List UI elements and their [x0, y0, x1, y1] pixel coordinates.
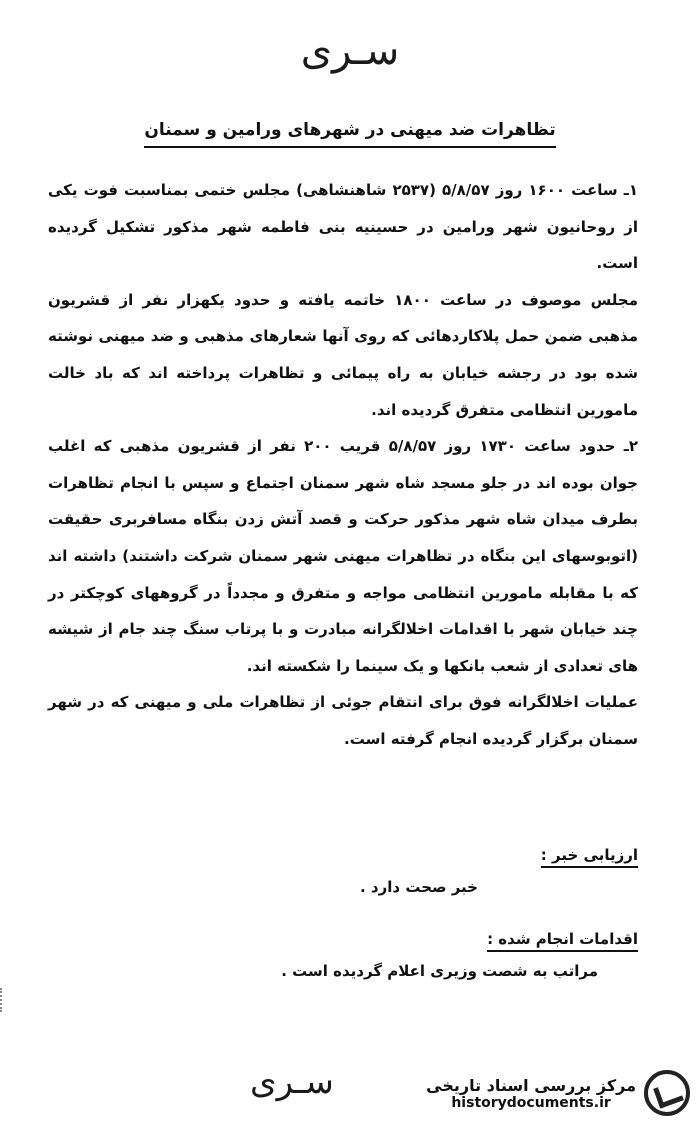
paragraph-2: مجلس موصوف در ساعت ۱۸۰۰ خاتمه یافته و حدود یکهزار نفر از قشریون مذهبی ضمن حمل پلاکاردهائی که روی آنها شعارهای مذهبی و ضد میهنی نوشته شده بود در رجشه خیابان به راه پیمائی و تظاهرات پرداخته اند که باد خالت مامورین انتظامی متفرق گردیده اند. — [48, 290, 638, 419]
archive-logo-icon — [644, 1070, 690, 1116]
actions-value: مراتب به شصت وزیری اعلام گردیده است . — [281, 962, 598, 980]
actions-section — [78, 930, 638, 980]
evaluation-section — [78, 846, 638, 896]
document-body — [48, 172, 638, 758]
archive-url: historydocuments.ir — [451, 1094, 611, 1111]
watermark-text — [426, 1076, 636, 1111]
classification-stamp-bottom: سـری — [250, 1062, 334, 1102]
paragraph-3: ۲ـ حدود ساعت ۱۷۳۰ روز ۵/۸/۵۷ قریب ۲۰۰ نفر از قشریون مذهبی که اغلب جوان بوده اند در جلو مسجد شاه شهر سمنان اجتماع و سپس با انجام تظاهرات بطرف میدان شاه شهر مذکور حرکت و قصد آتش زدن بنگاه مسافربری حقیقت (اتوبوسهای این بنگاه در تظاهرات میهنی شهر سمنان شرکت داشتند) داشته اند که با مقابله مامورین انتظامی مواجه و متفرق و مجدداً در گروههای کوچکتر در چند خیابان شهر با اقدامات اخلالگرانه مبادرت و با پرتاب سنگ چند جام از شیشه های تعدادی از شعب بانکها و یک سینما را شکسته اند. — [48, 437, 638, 675]
evaluation-value: خبر صحت دارد . — [360, 878, 478, 896]
evaluation-label: ارزیابی خبر : — [541, 846, 638, 868]
paragraph-1: ۱ـ ساعت ۱۶۰۰ روز ۵/۸/۵۷ (۲۵۳۷ شاهنشاهی) مجلس ختمی بمناسبت فوت یکی از روحانیون شهر ورامین در حسینیه بنی فاطمه شهر مذکور تشکیل گردیده است. — [48, 181, 638, 273]
actions-label: اقدامات انجام شده : — [487, 930, 638, 952]
document-title — [100, 120, 600, 140]
archive-name: مرکز بررسی اسناد تاریخی — [426, 1075, 636, 1095]
paragraph-4: عملیات اخلالگرانه فوق برای انتقام جوئی از تظاهرات ملی و میهنی که در شهر سمنان برگزار گردیده انجام گرفته است. — [48, 693, 638, 748]
document-title-text: تظاهرات ضد میهنی در شهرهای ورامین و سمنان — [144, 120, 555, 148]
classification-stamp-top: سـری — [300, 28, 400, 74]
punch-hole-mark — [0, 988, 12, 1012]
archive-watermark — [420, 1064, 690, 1122]
